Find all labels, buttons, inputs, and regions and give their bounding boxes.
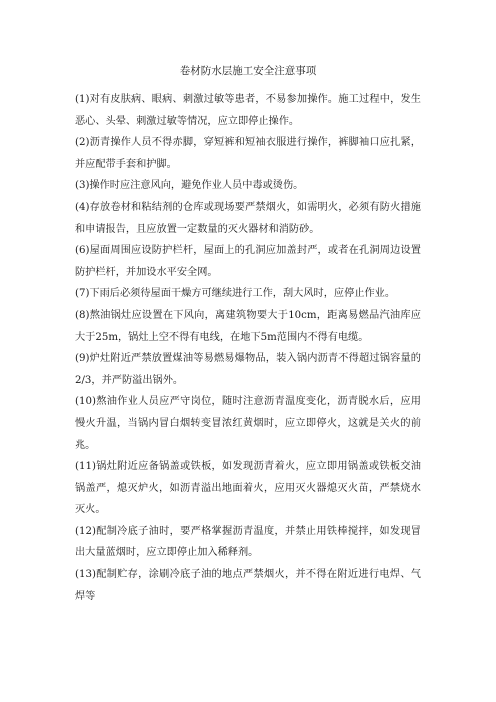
paragraph-1: (1)对有皮肤病、眼病、刺激过敏等患者，不易参加操作。施工过程中，发生恶心、头晕、刺激过敏等情况，应立即停止操作。 [75,94,421,127]
paragraph-6: (6)屋面周围应设防护栏杆，屋面上的孔洞应加盖封严，或者在孔洞周边设置防护栏杆，并加设水平安全网。 [75,245,421,278]
paragraph-12: (12)配制冷底子油时，要严格掌握沥青温度，并禁止用铁棒搅拌，如发现冒出大量蓝烟时，应立即停止加入稀释剂。 [75,525,421,559]
paragraph-10: (10)熬油作业人员应严守岗位，随时注意沥青温度变化，沥青脱水后，应用慢火升温，当锅内冒白烟转变冒浓红黄烟时，应立即停火，这就是关火的前兆。 [75,396,421,451]
paragraph-4: (4)存放卷材和粘结剂的仓库或现场要严禁烟火，如需明火，必须有防火措施和申请报告，且应放置一定数量的灭火器材和消防砂。 [75,201,421,235]
paragraph-7: (7)下雨后必须待屋面干燥方可继续进行工作，刮大风时，应停止作业。 [75,288,396,300]
document-body [75,89,421,607]
paragraph-11: (11)锅灶附近应备锅盖或铁板，如发现沥青着火，应立即用锅盖或铁板交油锅盖严，熄灭炉火，如沥青溢出地面着火，应用灭火器熄灭火苗，严禁烧水灭火。 [75,461,421,516]
paragraph-3: (3)操作时应注意风向，避免作业人员中毒或烫伤。 [75,180,304,192]
paragraph-9: (9)炉灶附近严禁放置煤油等易燃易爆物品，装入锅内沥青不得超过锅容量的2/3，并严防溢出锅外。 [75,353,421,386]
paragraph-13: (13)配制贮存，涂刷冷底子油的地点严禁烟火，并不得在附近进行电焊、气焊等 [75,569,421,602]
paragraph-8: (8)熬油锅灶应设置在下风向，离建筑物要大于10cm，距离易燃品汽油库应大于25m，锅灶上空不得有电线，在地下5m范围内不得有电缆。 [75,309,421,343]
document-title: 卷材防水层施工安全注意事项 [179,65,317,77]
paragraph-2: (2)沥青操作人员不得赤脚，穿短裤和短袖衣服进行操作，裤脚袖口应扎紧，并应配带手套和护脚。 [75,137,421,170]
